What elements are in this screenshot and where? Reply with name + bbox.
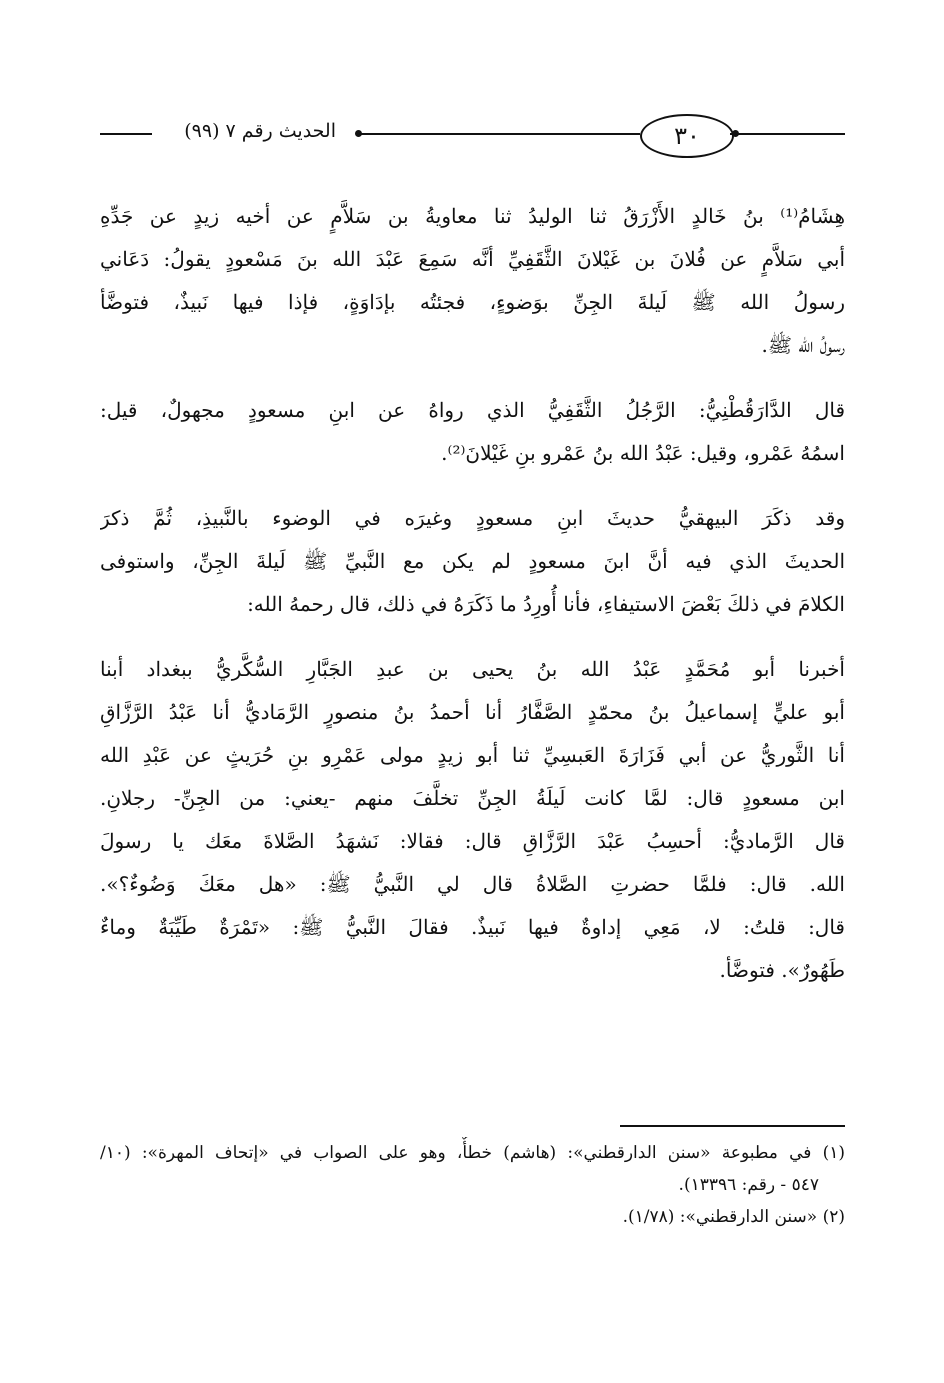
text-line: هِشَامُ⁽¹⁾ بنُ خَالدٍ الأَزْرَقُ ثنا الوليدُ ثنا معاويةُ بن سَلاَّمٍ عن أخيه زيدٍ عن جَدِّهِ — [100, 204, 845, 228]
text-line: الكلامَ في ذلكَ بَعْضَ الاستيفاءِ، فأنا أُورِدُ ما ذَكَرَهُ في ذلك، قال رحمهُ الله: — [247, 592, 845, 616]
header-rule-right — [730, 133, 845, 135]
text-line: رسولُ الله ﷺ. — [761, 333, 845, 357]
footnote-1: (١) في مطبوعة «سنن الدارقطني»: (هاشم) خطأٌ، وهو على الصواب في «إتحاف المهرة»: (١٠/ — [100, 1143, 845, 1163]
text-line: الله. قال: فلمَّا حضرتِ الصَّلاةُ قال لي النَّبيُّ ﷺ: «هل معَكَ وَضُوءٌ؟». — [100, 872, 845, 896]
header-rule-left — [100, 133, 152, 135]
header-dot-right — [732, 130, 739, 137]
running-head: الحديث رقم ٧ (٩٩) — [184, 120, 336, 142]
text-line: ابن مسعودٍ قال: لمَّا كانت لَيلَةُ الجِنِّ تخلَّفَ منهم -يعني: من الجِنِّ- رجلانِ. — [100, 786, 845, 810]
text-line: أنا الثَّوريُّ عن أبي فَزَارَةَ العَبسِيِّ ثنا أبو زيدٍ مولى عَمْرِو بنِ حُرَيثٍ عن عَبْدِ الله — [100, 743, 845, 767]
paragraph-daraqutni — [100, 389, 845, 475]
text-line: قال: قلتُ: لا، مَعِي إداوةٌ فيها نَبيذٌ. فقالَ النَّبيُّ ﷺ: «تَمْرَةٌ طَيِّبَةٌ وماءٌ — [100, 915, 845, 939]
text-line: أخبرنا أبو مُحَمَّدٍ عَبْدُ الله بنُ يحيى بن عبدِ الجَبَّارِ السُّكَّريُّ ببغداد أبنا — [100, 657, 845, 681]
paragraph-isnad-1 — [100, 195, 845, 367]
header-rule-middle — [360, 133, 640, 135]
page-header — [0, 110, 944, 160]
text-line: طَهُورٌ». فتوضَّأ. — [719, 958, 845, 982]
text-line: قال الدَّارَقُطْنِيُّ: الرَّجُلُ الثَّقَفِيُّ الذي رواهُ عن ابنِ مسعودٍ مجهولٌ، قيل: — [100, 398, 845, 422]
text-line: أبي سَلاَّمٍ عن فُلانَ بن غَيْلانَ الثَّقَفِيِّ أنَّه سَمِعَ عَبْدَ الله بنَ مَسْعودٍ يقولُ: دَعَاني — [100, 247, 845, 271]
paragraph-isnad-2 — [100, 648, 845, 992]
text-line: قال الرَّماديُّ: أحسِبُ عَبْدَ الرَّزَّاقِ قال: فقالا: نَشهَدُ الصَّلاةَ معَك يا رسولَ — [100, 829, 845, 853]
footnote-2: (٢) «سنن الدارقطني»: (١/٧٨). — [622, 1207, 845, 1227]
text-line: الحديثَ الذي فيه أنَّ ابنَ مسعودٍ لم يكن مع النَّبيِّ ﷺ لَيلةَ الجِنِّ، واستوفى — [100, 549, 845, 573]
text-line: وقد ذكَرَ البيهقيُّ حديثَ ابنِ مسعودٍ وغيرَه في الوضوء بالنَّبيذِ، ثُمَّ ذكرَ — [100, 506, 845, 530]
paragraph-bayhaqi — [100, 497, 845, 626]
page-number-ornament — [640, 114, 734, 158]
footnote-separator — [620, 1125, 845, 1127]
main-text — [100, 195, 845, 1014]
text-line: أبو عليٍّ إسماعيلُ بنُ محمّدٍ الصَّفَّارُ أنا أحمدُ بنُ منصورٍ الرَّمَاديُّ أنا عَبْدُ الرَّزَّاقِ — [100, 700, 845, 724]
page-number: ٣٠ — [674, 122, 700, 150]
text-line: رسولُ الله ﷺ لَيلةَ الجِنِّ بوَضوءٍ، فجئتُه بإدَاوَةٍ، فإذا فيها نَبيذٌ، فتوضَّأ — [100, 290, 845, 314]
text-line: اسمُهُ عَمْرو، وقيل: عَبْدُ الله بنُ عَمْرو بنِ غَيْلانَ⁽²⁾. — [441, 441, 845, 465]
footnote-1-continuation: ٥٤٧ - رقم: ١٣٣٩٦). — [678, 1175, 819, 1195]
footnotes — [100, 1137, 845, 1233]
